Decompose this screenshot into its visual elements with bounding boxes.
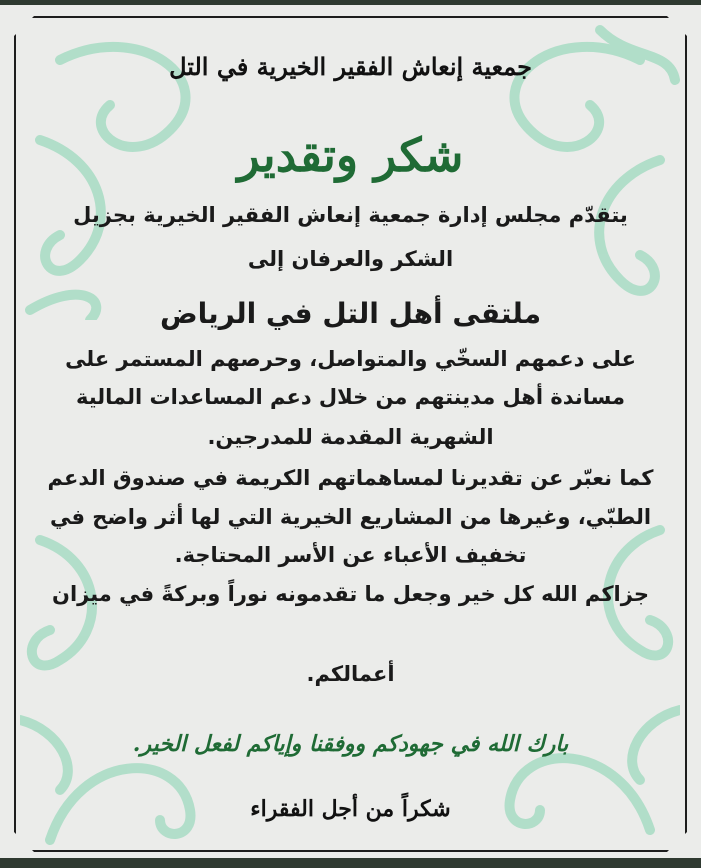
organization-name: جمعية إنعاش الفقير الخيرية في التل [169, 52, 532, 81]
blessing: بارك الله في جهودكم ووفقنا وإياكم لفعل الخير. [132, 731, 569, 757]
body-line: تخفيف الأعباء عن الأسر المحتاجة. [174, 543, 527, 567]
body-line: على دعمهم السخّي والمتواصل، وحرصهم المستمر على [65, 347, 636, 371]
body-line: الشهرية المقدمة للمدرجين. [207, 425, 494, 449]
body-line: الشكر والعرفان إلى [247, 247, 454, 271]
body-line: كما نعبّر عن تقديرنا لمساهماتهم الكريمة في صندوق الدعم [47, 466, 654, 490]
recipient-name: ملتقى أهل التل في الرياض [159, 297, 542, 330]
body-line: الطبّي، وغيرها من المشاريع الخيرية التي لها أثر واضح في [49, 505, 652, 529]
body-line: يتقدّم مجلس إدارة جمعية إنعاش الفقير الخيرية بجزيل [73, 203, 628, 227]
body-line: جزاكم الله كل خير وجعل ما تقدمونه نوراً وبركةً في ميزان [52, 582, 649, 606]
body-line: مساندة أهل مدينتهم من خلال دعم المساعدات المالية [75, 385, 626, 409]
bottom-border [0, 858, 701, 868]
body-line: أعمالكم. [306, 662, 395, 686]
certificate-title: شكر وتقدير [237, 128, 464, 182]
signoff: شكراً من أجل الفقراء [250, 796, 451, 822]
top-border [0, 0, 701, 5]
